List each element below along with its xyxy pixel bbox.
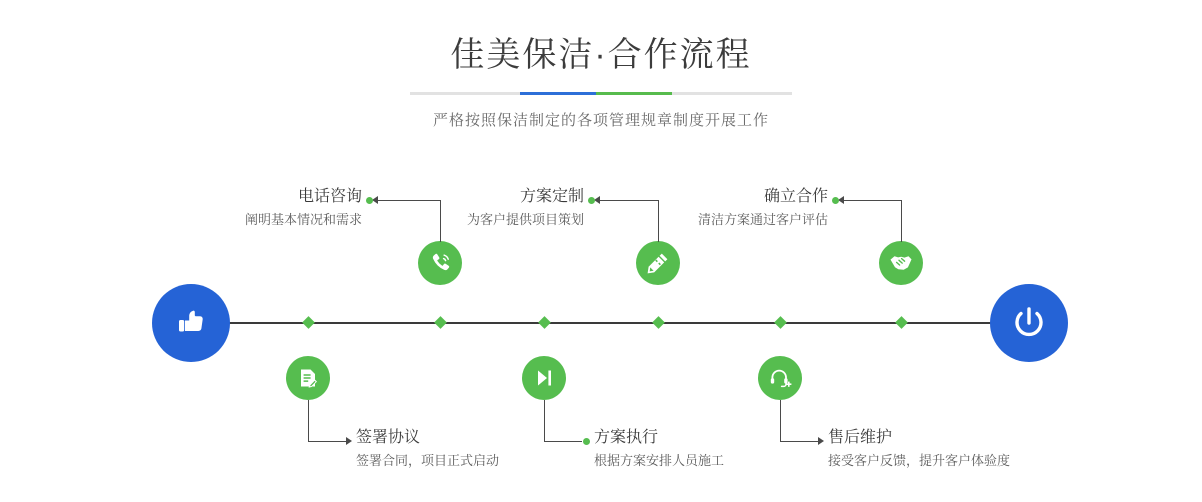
connector-line-6-h <box>780 441 818 442</box>
step-desc-3: 为客户提供项目策划 <box>466 212 584 227</box>
connector-line-4 <box>544 400 545 441</box>
step-title-1: 电话咨询 <box>297 188 362 205</box>
step-label-1 <box>100 186 362 230</box>
connector-line-2 <box>308 400 309 441</box>
power-icon <box>1008 302 1050 344</box>
page-title: 佳美保洁·合作流程 <box>450 36 752 74</box>
step-desc-6: 接受客户反馈，提升客户体验度 <box>828 453 1011 468</box>
step-node-1[interactable] <box>418 241 462 285</box>
pencil-ruler-icon <box>645 250 671 276</box>
axis-marker-4 <box>538 316 551 329</box>
axis-marker-1 <box>434 316 447 329</box>
step-title-4: 方案执行 <box>594 429 659 446</box>
step-desc-5: 清洁方案通过客户评估 <box>697 212 828 227</box>
connector-arrow-2 <box>346 437 352 445</box>
connector-line-5-h <box>844 200 901 201</box>
step-node-5[interactable] <box>879 241 923 285</box>
page-subtitle: 严格按照保洁制定的各项管理规章制度开展工作 <box>432 112 769 129</box>
play-skip-icon <box>532 366 556 390</box>
step-title-2: 签署协议 <box>356 429 421 446</box>
axis-marker-6 <box>774 316 787 329</box>
flow-start-node <box>152 284 230 362</box>
step-desc-1: 阐明基本情况和需求 <box>244 212 362 227</box>
step-label-3 <box>330 186 584 230</box>
step-node-2[interactable] <box>286 356 330 400</box>
connector-dot-4 <box>583 438 590 445</box>
axis-marker-3 <box>652 316 665 329</box>
axis-marker-2 <box>302 316 315 329</box>
phone-call-icon <box>427 250 453 276</box>
axis-marker-5 <box>895 316 908 329</box>
thumbs-up-icon <box>171 303 211 343</box>
connector-line-6 <box>780 400 781 441</box>
step-label-5 <box>576 186 828 230</box>
connector-line-4-h <box>544 441 582 442</box>
headset-support-icon <box>768 366 792 390</box>
step-node-6[interactable] <box>758 356 802 400</box>
connector-line-2-h <box>308 441 346 442</box>
step-label-6 <box>828 427 1148 471</box>
flow-end-node <box>990 284 1068 362</box>
step-desc-2: 签署合同，项目正式启动 <box>356 453 500 468</box>
connector-dot-5 <box>832 197 839 204</box>
connector-arrow-6 <box>818 437 824 445</box>
handshake-icon <box>888 250 914 276</box>
connector-line-5 <box>901 200 902 242</box>
step-title-3: 方案定制 <box>519 188 584 205</box>
step-title-5: 确立合作 <box>763 188 828 205</box>
step-node-4[interactable] <box>522 356 566 400</box>
document-edit-icon <box>296 366 320 390</box>
step-desc-4: 根据方案安排人员施工 <box>594 453 725 468</box>
step-title-6: 售后维护 <box>828 429 893 446</box>
step-node-3[interactable] <box>636 241 680 285</box>
